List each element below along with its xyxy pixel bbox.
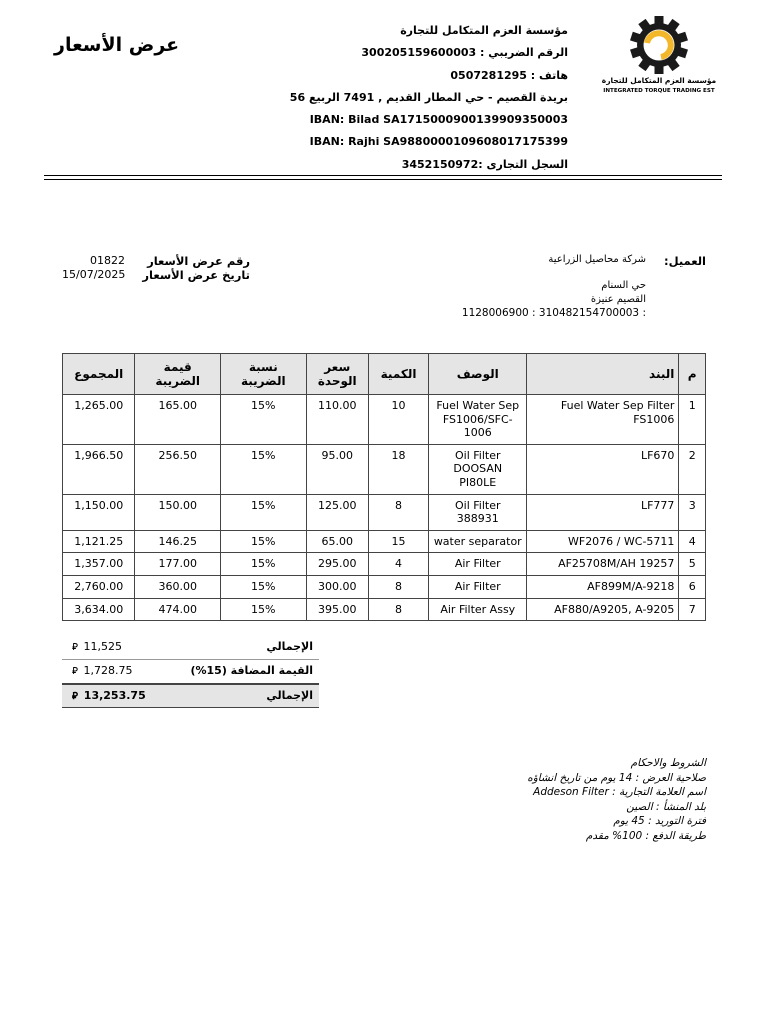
cell-tax-rate: 15% [221, 395, 307, 445]
cell-quantity: 15 [368, 530, 428, 553]
subtotal-row [62, 636, 319, 658]
terms-line: صلاحية العرض : 14 يوم من تاريخ انشاؤه [527, 771, 706, 784]
items-table [62, 353, 706, 621]
header-quantity: الكمية [368, 354, 428, 395]
grand-total-row [62, 683, 319, 708]
table-row [63, 444, 706, 494]
company-name: مؤسسة العزم المتكامل للتجارة [400, 24, 568, 37]
cell-tax-value: 360.00 [135, 575, 221, 598]
subtotal-value: 11,525 [83, 640, 122, 653]
header-tax-rate: نسبة الضريبة [221, 354, 307, 395]
header-no: م [679, 354, 706, 395]
table-row [63, 530, 706, 553]
cell-item: AF899M/A-9218 [527, 575, 679, 598]
vat-value-wrap [72, 660, 132, 683]
riyal-currency-icon: ⃁ [72, 642, 78, 653]
customer-address-line1: حي السنام [601, 280, 646, 291]
cell-tax-value: 146.25 [135, 530, 221, 553]
company-info [148, 20, 568, 176]
cell-description: water separator [429, 530, 527, 553]
header-unit-price: سعر الوحدة [306, 354, 368, 395]
terms-and-conditions [527, 756, 706, 843]
quote-number: 01822 [90, 254, 125, 267]
table-row [63, 494, 706, 530]
cell-unit-price: 65.00 [306, 530, 368, 553]
terms-line: طريقة الدفع : 100% مقدم [585, 829, 706, 842]
vat-value: 1,728.75 [83, 664, 133, 677]
terms-line: بلد المنشأ : الصين [626, 800, 706, 813]
header-divider [44, 175, 722, 176]
cell-description: Fuel Water Sep FS1006/SFC-1006 [429, 395, 527, 445]
cell-description: Air Filter Assy [429, 598, 527, 621]
cell-tax-rate: 15% [221, 494, 307, 530]
cell-total: 1,966.50 [63, 444, 135, 494]
cell-item: WF2076 / WC-5711 [527, 530, 679, 553]
cell-unit-price: 125.00 [306, 494, 368, 530]
cell-unit-price: 95.00 [306, 444, 368, 494]
cell-tax-value: 150.00 [135, 494, 221, 530]
logo-ring-gap [652, 43, 661, 52]
cell-tax-rate: 15% [221, 553, 307, 576]
cell-quantity: 8 [368, 575, 428, 598]
header-description: الوصف [429, 354, 527, 395]
cell-quantity: 8 [368, 494, 428, 530]
cell-tax-rate: 15% [221, 444, 307, 494]
cell-quantity: 4 [368, 553, 428, 576]
cell-description: Air Filter [429, 575, 527, 598]
cell-tax-value: 474.00 [135, 598, 221, 621]
cell-tax-rate: 15% [221, 575, 307, 598]
cell-description: Air Filter [429, 553, 527, 576]
cell-tax-value: 256.50 [135, 444, 221, 494]
quote-date-label: تاريخ عرض الأسعار [142, 268, 250, 282]
cell-unit-price: 110.00 [306, 395, 368, 445]
cell-quantity: 8 [368, 598, 428, 621]
cell-item: AF880/A9205, A-9205 [527, 598, 679, 621]
customer-label: العميل: [663, 254, 706, 268]
quote-number-label: رقم عرض الأسعار [147, 254, 250, 268]
customer-name: شركة محاصيل الزراعية [548, 254, 646, 265]
table-header-row [63, 354, 706, 395]
cell-item: AF25708M/AH 19257 [527, 553, 679, 576]
table-row [63, 575, 706, 598]
grand-total-label: الإجمالي [266, 689, 313, 702]
cell-quantity: 18 [368, 444, 428, 494]
cell-total: 1,265.00 [63, 395, 135, 445]
cell-unit-price: 395.00 [306, 598, 368, 621]
cell-tax-rate: 15% [221, 598, 307, 621]
table-row [63, 598, 706, 621]
cell-tax-value: 165.00 [135, 395, 221, 445]
cell-no: 2 [679, 444, 706, 494]
company-address: بريدة القصيم - حي المطار القديم , 7491 الربيع 56 [289, 90, 568, 104]
cell-item: LF670 [527, 444, 679, 494]
cell-description: Oil Filter DOOSAN PI80LE [429, 444, 527, 494]
cell-total: 1,121.25 [63, 530, 135, 553]
cell-item: LF777 [527, 494, 679, 530]
company-iban-bilad: IBAN: Bilad SA1715000900139909350003 [309, 113, 568, 127]
grand-total-value-wrap [72, 685, 146, 708]
customer-address-line2: القصيم عنيزة [590, 294, 646, 305]
terms-line: فترة التوريد : 45 يوم [613, 815, 706, 827]
vat-label: القيمة المضافة (15%) [190, 664, 313, 677]
customer-ids: 1128006900 : 310482154700003 : [461, 307, 646, 319]
cell-no: 7 [679, 598, 706, 621]
cell-total: 1,357.00 [63, 553, 135, 576]
quote-date: 15/07/2025 [62, 268, 126, 281]
cell-no: 6 [679, 575, 706, 598]
terms-line: اسم العلامة التجارية : Addeson Filter [533, 786, 706, 798]
cell-item: Fuel Water Sep Filter FS1006 [527, 395, 679, 445]
cell-no: 4 [679, 530, 706, 553]
header-item: البند [527, 354, 679, 395]
terms-title: الشروط والاحكام [630, 757, 706, 769]
cell-unit-price: 295.00 [306, 553, 368, 576]
subtotal-value-wrap [72, 636, 122, 659]
document-title: عرض الأسعار [54, 34, 180, 56]
riyal-currency-icon: ⃁ [72, 666, 78, 677]
table-row [63, 553, 706, 576]
company-tax-number: الرقم الضريبي : 300205159600003 [361, 46, 568, 60]
cell-no: 3 [679, 494, 706, 530]
grand-total-value: 13,253.75 [83, 689, 146, 702]
cell-total: 2,760.00 [63, 575, 135, 598]
cell-tax-rate: 15% [221, 530, 307, 553]
cell-tax-value: 177.00 [135, 553, 221, 576]
company-commercial-register: السجل التجارى :3452150972 [401, 157, 568, 171]
cell-no: 5 [679, 553, 706, 576]
table-row [63, 395, 706, 445]
cell-total: 3,634.00 [63, 598, 135, 621]
header-divider-thin [44, 179, 722, 180]
cell-no: 1 [679, 395, 706, 445]
cell-quantity: 10 [368, 395, 428, 445]
company-iban-rajhi: IBAN: Rajhi SA9880000109608017175399 [309, 135, 568, 149]
header-total: المجموع [63, 354, 135, 395]
logo-text-english: INTEGRATED TORQUE TRADING EST [603, 88, 715, 94]
logo-text-arabic: مؤسسة العزم المتكامل للتجارة [601, 76, 717, 85]
riyal-currency-icon: ⃁ [72, 691, 78, 702]
company-phone: هاتف : 0507281295 [450, 68, 568, 82]
cell-unit-price: 300.00 [306, 575, 368, 598]
cell-description: Oil Filter 388931 [429, 494, 527, 530]
subtotal-label: الإجمالي [266, 640, 313, 653]
cell-total: 1,150.00 [63, 494, 135, 530]
vat-row [62, 659, 319, 682]
header-tax-value: قيمة الضريبة [135, 354, 221, 395]
